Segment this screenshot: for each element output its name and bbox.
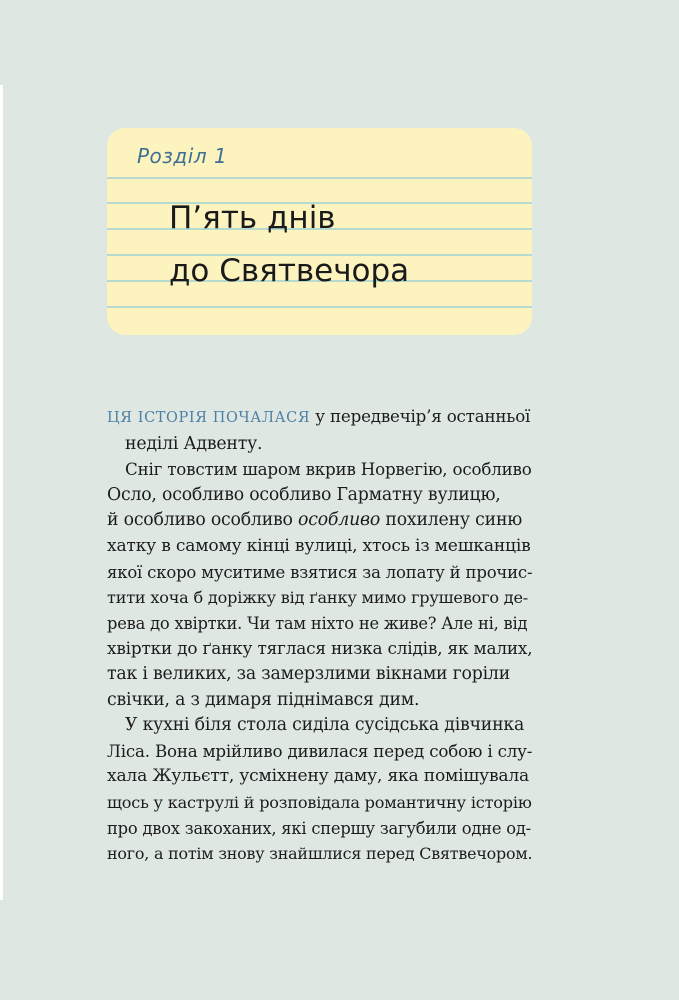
text-line: свічки, а з димаря піднімався дим. — [107, 689, 420, 710]
paragraph — [107, 457, 532, 713]
text-line: ного, а потім знову знайшлися перед Святвечором. — [107, 844, 533, 864]
paragraph — [107, 404, 532, 457]
chapter-label: Розділ 1 — [137, 144, 228, 168]
text-line: Ліса. Вона мрійливо дивилася перед собою і слу- — [107, 740, 533, 761]
lead-in: ЦЯ ІСТОРІЯ ПОЧАЛАСЯ — [107, 410, 311, 426]
text-line: щось у каструлі й розповідала романтичну історію — [107, 792, 532, 812]
text-line: Осло, особливо особливо Гарматну вулицю, — [107, 484, 501, 505]
text-line: про двох закоханих, які спершу загубили одне од- — [107, 818, 531, 838]
text-line — [107, 404, 532, 432]
text-line — [107, 508, 532, 534]
chapter-title-line: П’ять днів — [169, 200, 336, 236]
chapter-title — [169, 192, 409, 298]
text-fragment: й особливо особливо — [107, 510, 299, 531]
page-edge — [0, 85, 3, 900]
text-line: рева до хвіртки. Чи там ніхто не живе? Але ні, від — [107, 613, 528, 633]
chapter-body — [107, 404, 532, 867]
text-fragment: у передвечір’я останньої — [310, 406, 531, 426]
chapter-title-line: до Святвечора — [169, 253, 410, 289]
text-line: Сніг товстим шаром вкрив Норвегію, особливо — [125, 459, 532, 480]
text-line: хала Жульєтт, усміхнену даму, яка помішувала — [107, 766, 530, 787]
text-line: хвіртки до ґанку тяглася низка слідів, як малих, — [107, 638, 533, 659]
paragraph — [107, 713, 532, 867]
text-line: якої скоро муситиме взятися за лопату й прочис- — [107, 562, 533, 582]
emphasis: особливо — [298, 510, 381, 531]
text-line: неділі Адвенту. — [125, 433, 263, 454]
chapter-heading-card — [107, 128, 532, 335]
text-fragment: похилену синю — [380, 510, 523, 531]
text-line: тити хоча б доріжку від ґанку мимо грушевого де- — [107, 588, 529, 608]
text-line: так і великих, за замерзлими вікнами горіли — [107, 663, 511, 684]
text-line: хатку в самому кінці вулиці, хтось із мешканців — [107, 535, 531, 556]
text-line: У кухні біля стола сиділа сусідська дівчинка — [125, 715, 525, 736]
